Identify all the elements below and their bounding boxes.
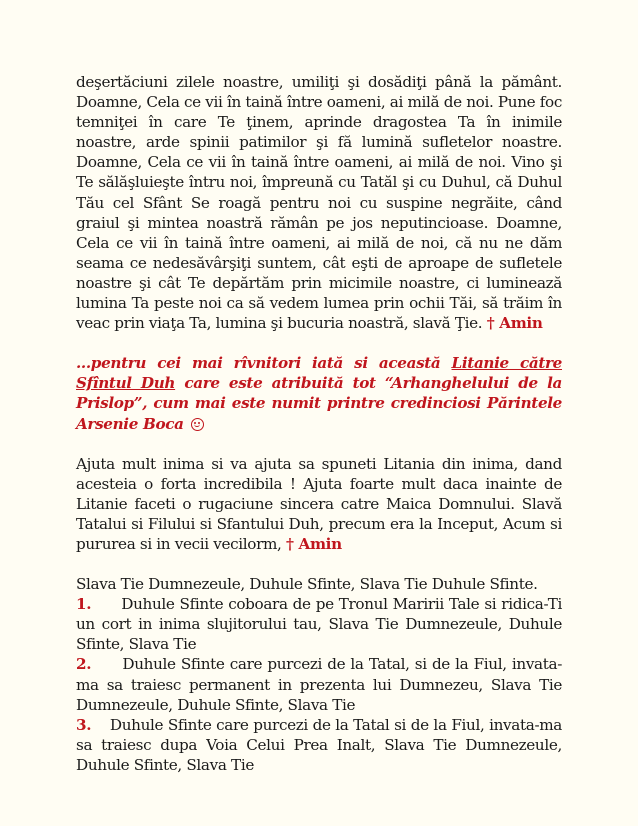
litany-item — [76, 654, 562, 714]
litany-item — [76, 715, 562, 775]
item-text: Duhule Sfinte care purcezi de la Tatal, si de la Fiul, invata-ma sa traiesc permanent in prezenta lui Dumnezeu, Slava Tie Dumnezeule, Duhule Sfinte, Slava Tie — [76, 655, 562, 714]
item-number: 3. — [76, 715, 92, 734]
heading-underlined-title: Litanie către Sfîntul Duh — [76, 354, 562, 393]
heading-text-start: ...pentru cei mai rîvnitori iată si această — [76, 354, 452, 373]
heading-text-end: care este atribuită tot “Arhanghelului de la Prislop”, cum mai este numit printre credinciosi Părintele Arsenie Boca — [76, 374, 562, 433]
item-number: 1. — [76, 595, 92, 614]
smiley-icon — [191, 418, 204, 431]
litany-item — [76, 594, 562, 654]
item-text: Duhule Sfinte coboara de pe Tronul Maririi Tale si ridica-Ti un cort in inima slujitorului tau, Slava Tie Dumnezeule, Duhule Sfinte, Slava Tie — [76, 595, 562, 654]
prayer-text: deşertăciuni zilele noastre, umiliţi şi dosădiţi până la pământ. Doamne, Cela ce vii în taină între oameni, ai milă de noi. Pune foc temniţei în care Te ţinem, aprinde dragostea Ta în inimile noastre, arde spinii patimilor şi fă lumină sufletelor noastre. Doamne, Cela ce vii în taină între oameni, ai milă de noi. Vino şi Te sălăşluieşte întru noi, împreună cu Tatăl şi cu Duhul, că Duhul Tău cel Sfânt Se roagă pentru noi cu suspine negrăite, când graiul şi mintea noastră rămân pe jos neputincioase. Doamne, Cela ce vii în taină între oameni, ai milă de noi, că nu ne dăm seama ce nedesăvârşiţi suntem, cât eşti de aproape de sufletele noastre şi cât Te depărtăm prin micimile noastre, ci luminează lumina Ta peste noi ca să vedem lumea prin ochii Tăi, să trăim în veac prin viaţa Ta, lumina şi bucuria noastră, slavă Ţie. — [76, 73, 562, 333]
litany-intro: Slava Tie Dumnezeule, Duhule Sfinte, Slava Tie Duhule Sfinte. — [76, 575, 538, 594]
item-text: Duhule Sfinte care purcezi de la Tatal si de la Fiul, invata-ma sa traiesc dupa Voia Celui Prea Inalt, Slava Tie Dumnezeule, Duhule Sfinte, Slava Tie — [76, 715, 562, 774]
litany-heading — [76, 353, 562, 433]
amin-label: † Amin — [286, 534, 342, 553]
prayer-paragraph — [76, 72, 562, 333]
instruction-text: Ajuta mult inima si va ajuta sa spuneti Litania din inima, dand acesteia o forta incredibila ! Ajuta foarte mult daca inainte de Litanie faceti o rugaciune sincera catre Maica Domnului. Slavă Tatalui si Filului si Sfantului Duh, precum era la Inceput, Acum si pururea si in vecii vecilorm, — [76, 454, 562, 553]
item-number: 2. — [76, 655, 92, 674]
instruction-paragraph — [76, 454, 562, 554]
amin-label: † Amin — [486, 314, 543, 333]
